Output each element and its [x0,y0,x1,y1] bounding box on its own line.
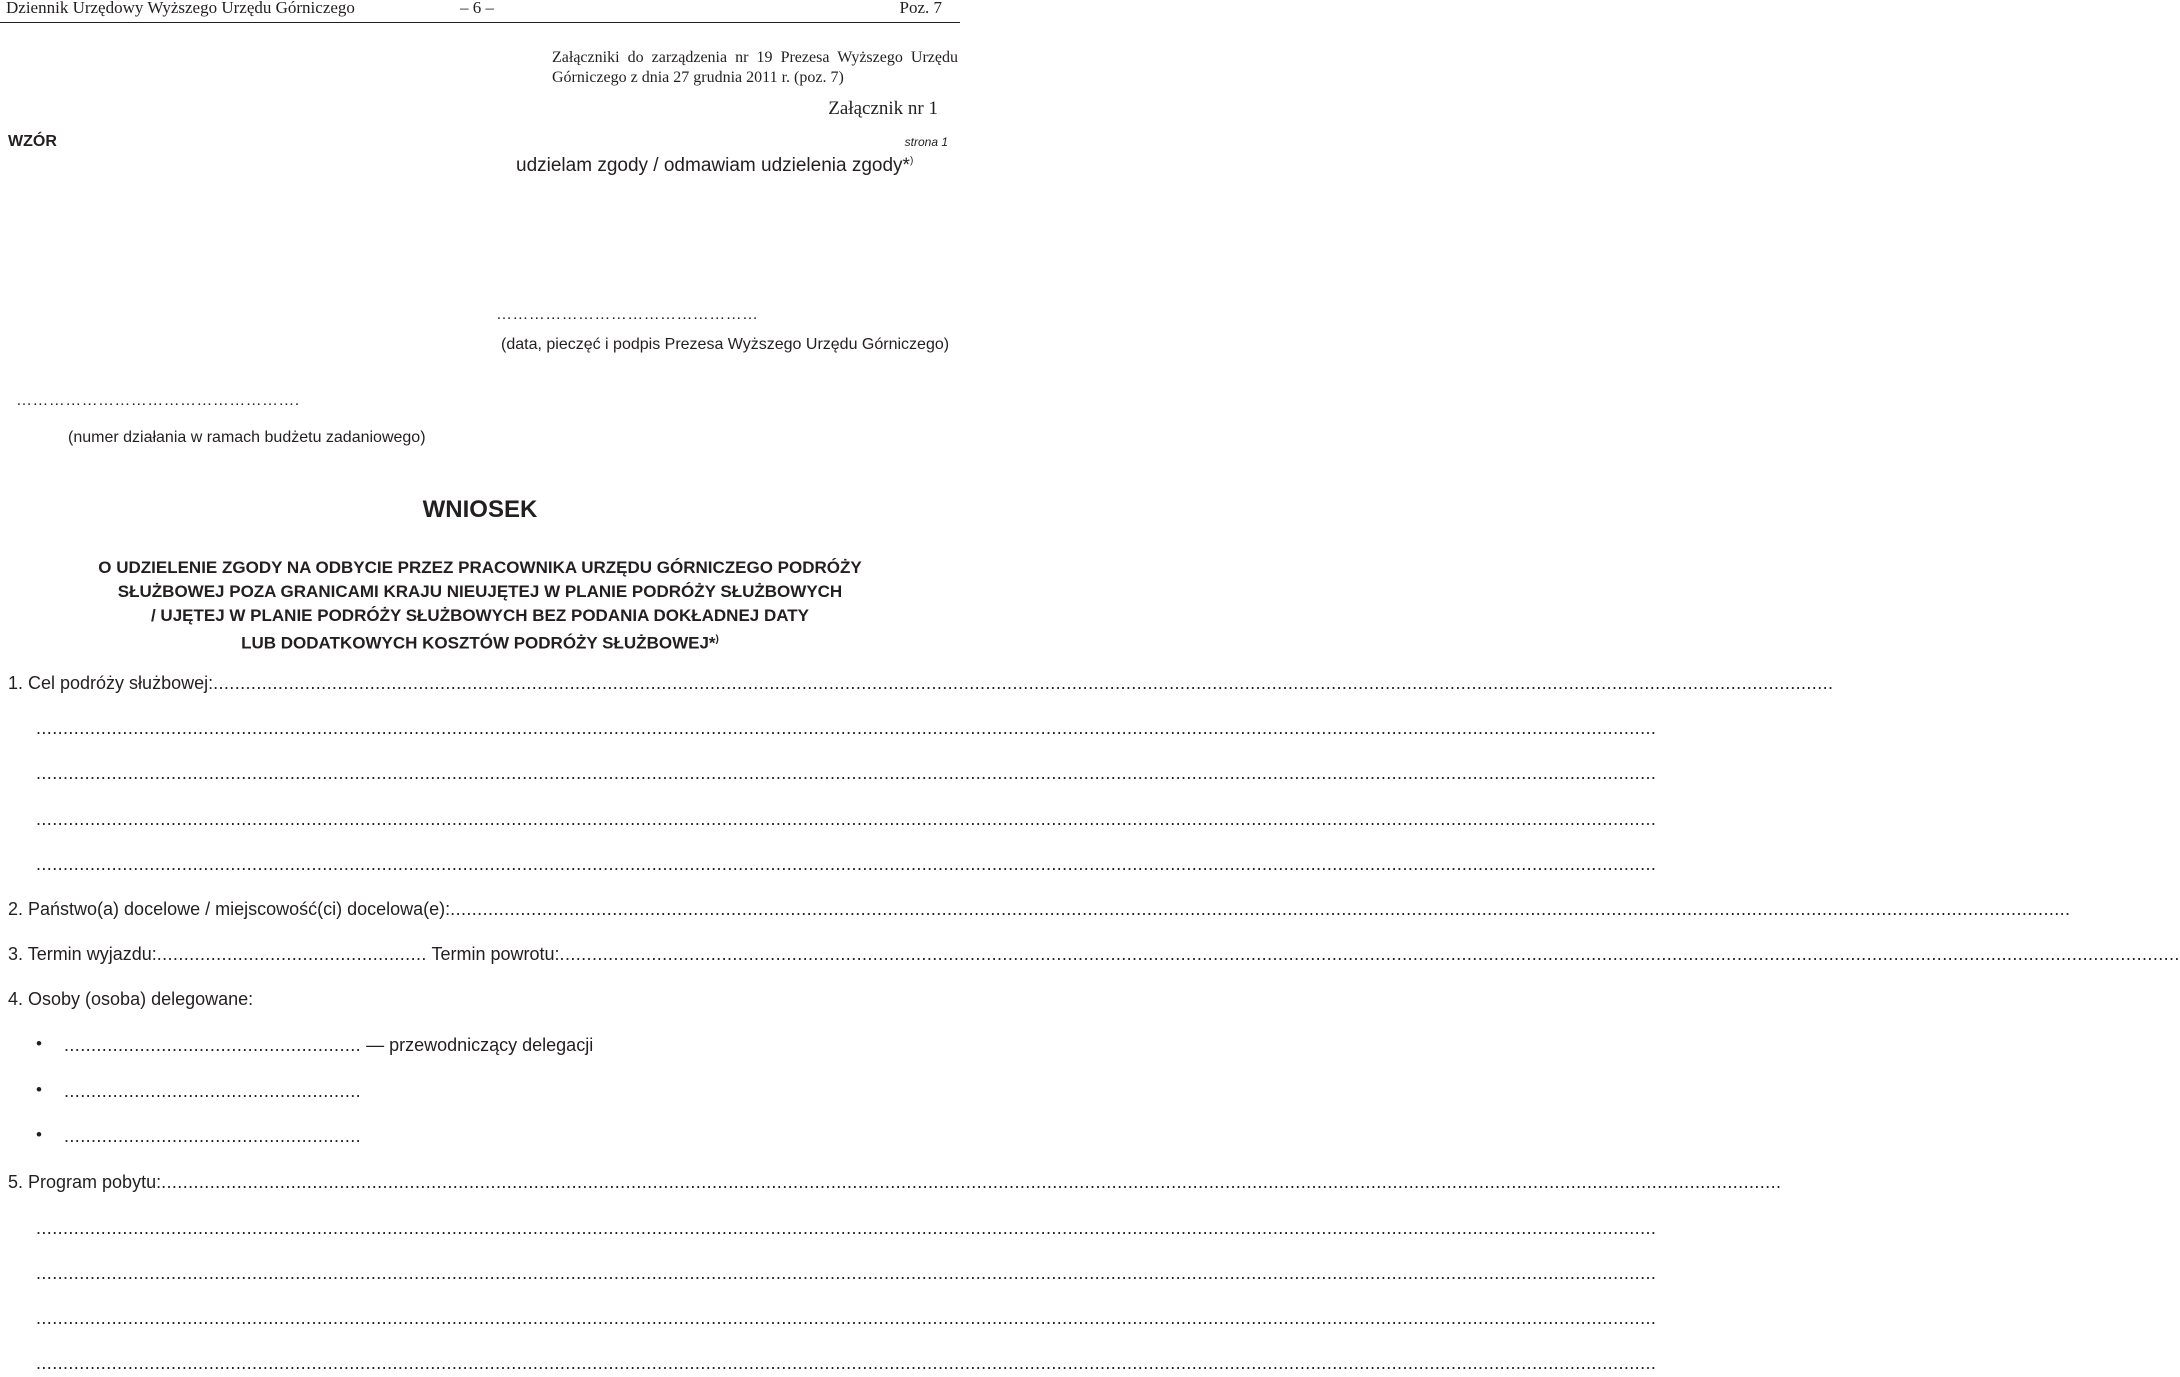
budget-number-caption: (numer działania w ramach budżetu zadaniowego) [68,429,426,446]
purpose-continuation-line[interactable]: ............................................................................................................................................................................................................................................................................................................ [36,763,1657,783]
destination-field[interactable]: 2. Państwo(a) docelowe / miejscowość(ci) docelowa(e):............................................................................................................................................................................................................................................................................................................ [8,899,2071,919]
purpose-continuation-line[interactable]: ............................................................................................................................................................................................................................................................................................................ [36,854,1657,874]
program-field[interactable]: 5. Program pobytu:............................................................................................................................................................................................................................................................................................................ [8,1172,1782,1192]
purpose-continuation-line[interactable]: ............................................................................................................................................................................................................................................................................................................ [36,718,1657,738]
header-journal-title: Dziennik Urzędowy Wyższego Urzędu Górniczego [6,0,355,17]
document-title: WNIOSEK [422,496,538,523]
purpose-label: 1. Cel podróży służbowej: [8,673,214,693]
delegate-chair-field[interactable]: ....................................................... — przewodniczący delegacji [64,1035,594,1055]
signature-caption: (data, pieczęć i podpis Prezesa Wyższego Urzędu Górniczego) [501,336,950,353]
departure-label: 3. Termin wyjazdu: [8,944,157,964]
subtitle-line: / UJĘTEJ W PLANIE PODRÓŻY SŁUŻBOWYCH BEZ PODANIA DOKŁADNEJ DATY [150,606,809,625]
bullet-icon: • [36,1034,42,1053]
program-continuation-line[interactable]: ............................................................................................................................................................................................................................................................................................................ [36,1218,1657,1238]
chair-role-label: — przewodniczący delegacji [366,1035,594,1055]
subtitle-footnote-mark: ) [715,634,719,645]
purpose-continuation-line[interactable]: ............................................................................................................................................................................................................................................................................................................ [36,809,1657,829]
template-label: WZÓR [8,133,57,150]
program-continuation-line[interactable]: ............................................................................................................................................................................................................................................................................................................ [36,1308,1657,1328]
dates-field[interactable]: 3. Termin wyjazdu:.................................................. Termin powrotu:............................................................................................................................................................................................................................................................................................................ [8,944,2180,964]
consent-footnote-mark: ) [909,155,914,167]
annex-title: Załącznik nr 1 [828,98,938,119]
subtitle-line: O UDZIELENIE ZGODY NA ODBYCIE PRZEZ PRACOWNIKA URZĘDU GÓRNICZEGO PODRÓŻY [98,558,862,577]
signature-dotted-line: ………………………………………… [496,306,759,323]
page-label: strona 1 [904,135,948,149]
header-page-number: – 6 – [460,0,494,17]
purpose-field[interactable]: 1. Cel podróży służbowej:............................................................................................................................................................................................................................................................................................................ [8,673,1834,693]
bullet-icon: • [36,1125,42,1144]
budget-number-dotted-line: ……………………………………………. [16,392,300,409]
program-continuation-line[interactable]: ............................................................................................................................................................................................................................................................................................................ [36,1263,1657,1283]
delegate-field[interactable]: ....................................................... [64,1081,362,1101]
header-position: Poz. 7 [899,0,942,17]
delegate-field[interactable]: ....................................................... [64,1126,362,1146]
header-rule [0,22,960,23]
return-label: Termin powrotu: [431,944,560,964]
document-subtitle [20,556,940,656]
program-label: 5. Program pobytu: [8,1172,162,1192]
destination-label: 2. Państwo(a) docelowe / miejscowość(ci) docelowa(e): [8,899,451,919]
program-continuation-line[interactable]: ............................................................................................................................................................................................................................................................................................................ [36,1353,1657,1373]
attachment-note: Załączniki do zarządzenia nr 19 Prezesa Wyższego Urzędu Górniczego z dnia 27 grudnia 2011 r. (poz. 7) [552,49,958,86]
persons-label: 4. Osoby (osoba) delegowane: [8,989,254,1009]
subtitle-line: SŁUŻBOWEJ POZA GRANICAMI KRAJU NIEUJĘTEJ W PLANIE PODRÓŻY SŁUŻBOWYCH [117,582,843,601]
consent-statement [516,155,913,177]
bullet-icon: • [36,1080,42,1099]
subtitle-line: LUB DODATKOWYCH KOSZTÓW PODRÓŻY SŁUŻBOWEJ*) [241,633,719,653]
consent-text: udzielam zgody / odmawiam udzielenia zgody* [516,155,910,176]
